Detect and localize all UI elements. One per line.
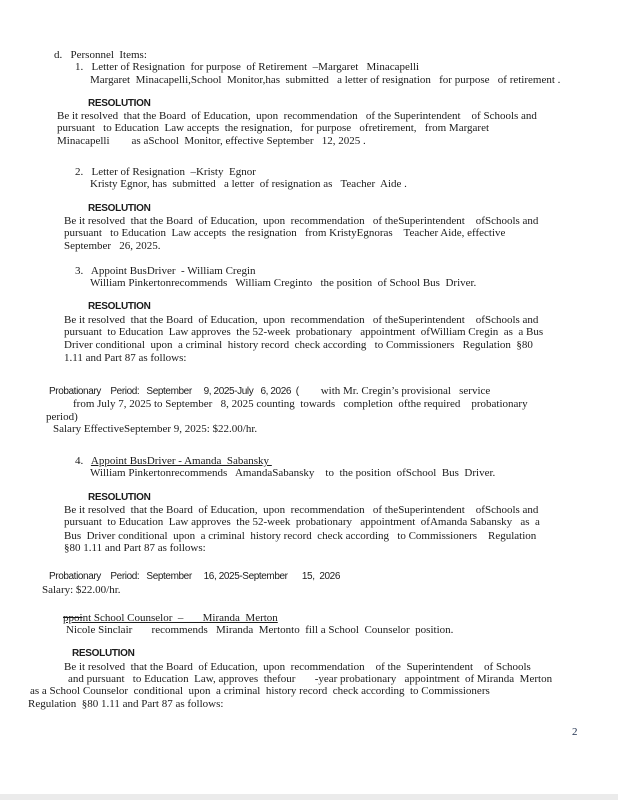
item-1-body: Margaret Minacapelli,School Monitor,has submitted a letter of resignation for purpose of retirement . — [90, 73, 561, 86]
page-bottom-edge — [0, 794, 618, 800]
item-3-body: William Pinkertonrecommends William Creginto the position of School Bus Driver. — [90, 277, 477, 290]
section-label: d. Personnel Items: — [54, 49, 147, 61]
resolution-line: Be it resolved that the Board of Education, upon recommendation of theSuperintendent ofSchools and — [64, 214, 539, 227]
resolution-line: Be it resolved that the Board of Education, upon recommendation of the Superintendent of Schools and — [57, 110, 537, 123]
item-3-heading: 3. Appoint BusDriver - William Cregin — [75, 264, 256, 277]
resolution-line: pursuant to Education Law accepts the resignation, for purpose ofretirement, from Margaret — [57, 122, 490, 135]
item-2-heading: 2. Letter of Resignation –Kristy Egnor — [75, 166, 256, 179]
resolution-line: §80 1.11 and Part 87 as follows: — [64, 541, 206, 554]
probationary-line: Probationary Period: September 16, 2025-September 15, 2026 — [49, 571, 340, 583]
item-2-body: Kristy Egnor, has submitted a letter of resignation as Teacher Aide . — [90, 178, 407, 191]
salary-line: Salary EffectiveSeptember 9, 2025: $22.00/hr. — [53, 422, 258, 435]
probationary-line: period) — [46, 410, 78, 423]
resolution-label: RESOLUTION — [88, 491, 151, 503]
resolution-line: Bus Driver conditional upon a criminal history record check according to Commissioners Regulation — [64, 529, 537, 542]
resolution-line: pursuant to Education Law approves the 52-week probationary appointment ofAmanda Sabansky as a — [64, 516, 540, 529]
item-5-heading: ppoint School Counselor – Miranda Merton — [63, 611, 278, 624]
item-4-body: William Pinkertonrecommends AmandaSabansky to the position ofSchool Bus Driver. — [90, 467, 496, 480]
resolution-line: September 26, 2025. — [64, 239, 161, 252]
item-5-body: Nicole Sinclair recommends Miranda Mertonto fill a School Counselor position. — [66, 624, 454, 637]
salary-line: Salary: $22.00/hr. — [42, 583, 121, 596]
probationary-line: from July 7, 2025 to September 8, 2025 counting towards completion ofthe required probationary — [73, 398, 528, 411]
resolution-line: Minacapelli as aSchool Monitor, effective September 12, 2025 . — [57, 134, 366, 147]
resolution-line: as a School Counselor conditional upon a criminal history record check according to Commissioners — [30, 685, 490, 698]
resolution-line: Be it resolved that the Board of Education, upon recommendation of the Superintendent of Schools — [64, 660, 531, 673]
item-4-heading: 4. Appoint BusDriver - Amanda Sabansky — [75, 455, 272, 468]
probationary-line: Probationary Period: September 9, 2025-July 6, 2026 ( with Mr. Cregin’s provisional service — [49, 384, 491, 397]
resolution-label: RESOLUTION — [88, 301, 151, 313]
resolution-line: 1.11 and Part 87 as follows: — [64, 351, 187, 364]
resolution-line: Driver conditional upon a criminal history record check according to Commissioners Regulation §80 — [64, 339, 533, 352]
resolution-line: Regulation §80 1.11 and Part 87 as follows: — [28, 697, 224, 710]
document-body — [0, 49, 618, 710]
resolution-line: pursuant to Education Law approves the 52-week probationary appointment ofWilliam Cregin as a Bus — [64, 326, 544, 339]
resolution-line: and pursuant to Education Law, approves thefour -year probationary appointment of Miranda Merton — [68, 672, 553, 685]
resolution-line: Be it resolved that the Board of Education, upon recommendation of theSuperintendent ofSchools and — [64, 504, 539, 517]
resolution-label: RESOLUTION — [72, 648, 135, 660]
resolution-label: RESOLUTION — [88, 202, 151, 214]
resolution-line: pursuant to Education Law accepts the resignation from KristyEgnoras Teacher Aide, effective — [64, 227, 506, 240]
resolution-label: RESOLUTION — [88, 97, 151, 109]
page-number: 2 — [572, 726, 578, 738]
resolution-line: Be it resolved that the Board of Education, upon recommendation of theSuperintendent ofSchools and — [64, 313, 539, 326]
item-1-heading: 1. Letter of Resignation for purpose of Retirement –Margaret Minacapelli — [75, 61, 420, 74]
